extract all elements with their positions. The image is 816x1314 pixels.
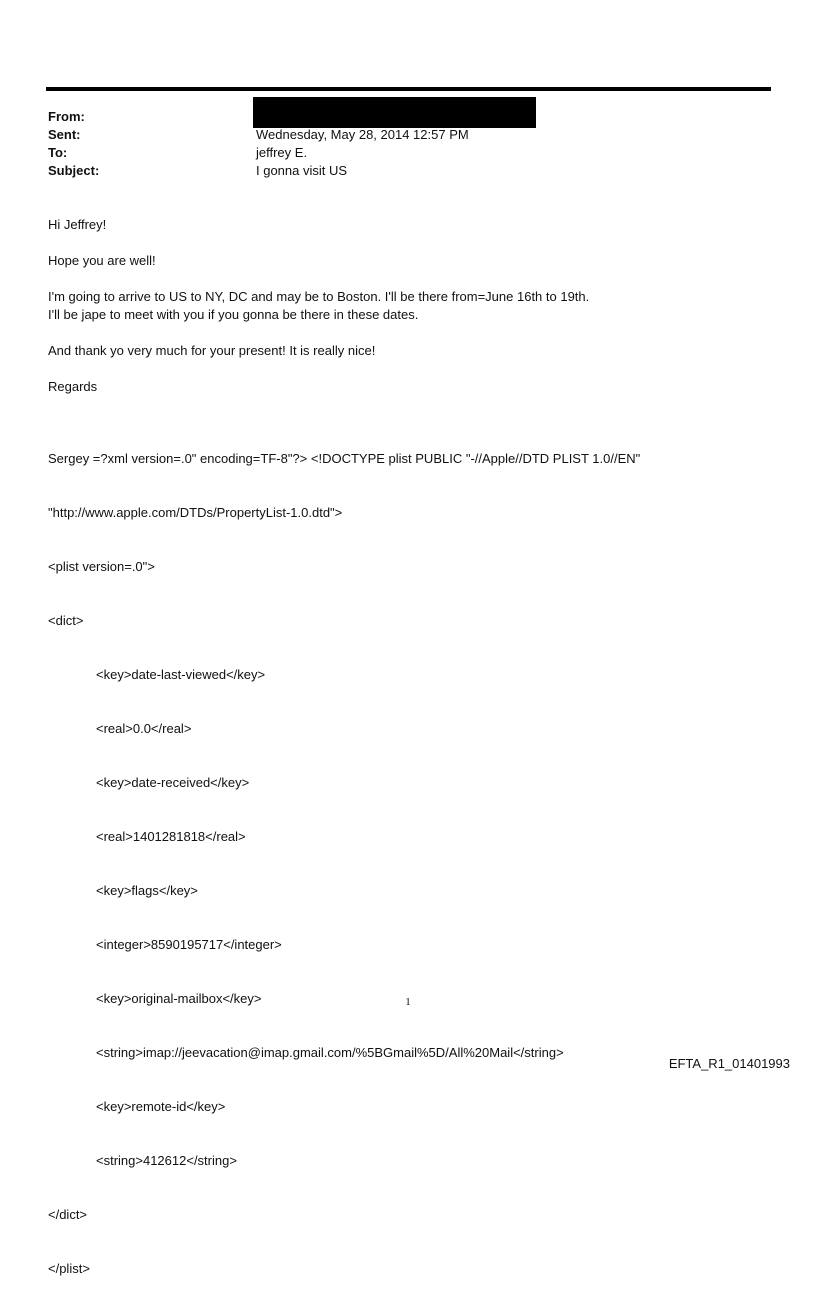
sent-row <box>48 126 748 144</box>
to-value: jeffrey E. <box>256 145 308 160</box>
paragraph-3: And thank yo very much for your present! It is really nice! <box>48 343 376 358</box>
xml-entry: <real>0.0</real> <box>96 721 192 736</box>
xml-entry: <key>date-received</key> <box>96 775 250 790</box>
xml-line: <plist version=.0"> <box>48 559 155 574</box>
plist-xml <box>48 414 768 1314</box>
xml-line: </dict> <box>48 1207 88 1222</box>
paragraph-2 <box>48 288 768 324</box>
xml-line: Sergey =?xml version=.0" encoding=TF-8"?> <!DOCTYPE plist PUBLIC "-//Apple//DTD PLIST 1.0//EN" <box>48 451 641 466</box>
from-row <box>48 108 748 126</box>
from-label: From: <box>48 109 85 124</box>
paragraph-2-line-1: I'm going to arrive to US to NY, DC and may be to Boston. I'll be there from=June 16th to 19th. <box>48 289 590 304</box>
subject-label: Subject: <box>48 163 100 178</box>
header-rule <box>46 87 771 91</box>
xml-entry: <string>imap://jeevacation@imap.gmail.com/%5BGmail%5D/All%20Mail</string> <box>96 1045 564 1060</box>
email-body <box>48 216 768 1314</box>
closing: Regards <box>48 379 98 394</box>
xml-entry: <key>original-mailbox</key> <box>96 991 262 1006</box>
xml-entry: <integer>8590195717</integer> <box>96 937 282 952</box>
xml-line: "http://www.apple.com/DTDs/PropertyList-1.0.dtd"> <box>48 505 343 520</box>
paragraph-1: Hope you are well! <box>48 253 156 268</box>
to-row <box>48 144 748 162</box>
subject-value: I gonna visit US <box>256 163 348 178</box>
email-header <box>48 108 748 180</box>
page-number: 1 <box>405 996 411 1008</box>
subject-row <box>48 162 748 180</box>
xml-entry: <real>1401281818</real> <box>96 829 246 844</box>
paragraph-2-line-2: I'll be jape to meet with you if you gonna be there in these dates. <box>48 307 419 322</box>
xml-entry: <key>flags</key> <box>96 883 198 898</box>
xml-entry: <string>412612</string> <box>96 1153 237 1168</box>
xml-entry: <key>remote-id</key> <box>96 1099 226 1114</box>
xml-entry: <key>date-last-viewed</key> <box>96 667 266 682</box>
greeting: Hi Jeffrey! <box>48 217 107 232</box>
to-label: To: <box>48 145 68 160</box>
sent-label: Sent: <box>48 127 81 142</box>
document-id: EFTA_R1_01401993 <box>668 1056 790 1071</box>
sent-value: Wednesday, May 28, 2014 12:57 PM <box>256 127 469 142</box>
xml-line: <dict> <box>48 613 84 628</box>
xml-line: </plist> <box>48 1261 90 1276</box>
